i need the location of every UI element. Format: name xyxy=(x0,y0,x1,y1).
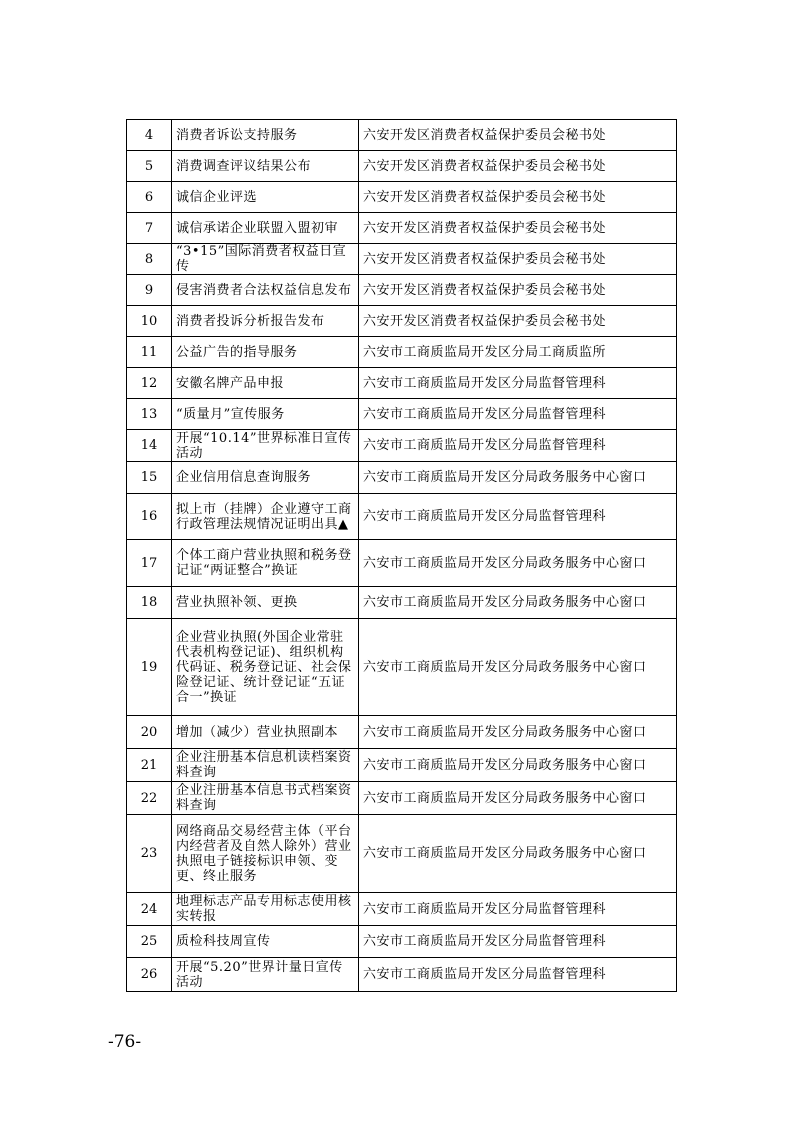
table-row xyxy=(127,337,677,368)
service-name: 消费者诉讼支持服务 xyxy=(172,120,359,151)
table-row xyxy=(127,782,677,815)
table-body xyxy=(127,120,677,992)
row-number: 8 xyxy=(127,244,172,275)
department-name: 六安市工商质监局开发区分局监督管理科 xyxy=(359,958,677,992)
table-row xyxy=(127,749,677,782)
service-name: 网络商品交易经营主体（平台内经营者及自然人除外）营业执照电子链接标识申领、变更、终止服务 xyxy=(172,815,359,893)
department-name: 六安开发区消费者权益保护委员会秘书处 xyxy=(359,151,677,182)
service-name: 安徽名牌产品申报 xyxy=(172,368,359,399)
department-name: 六安市工商质监局开发区分局监督管理科 xyxy=(359,893,677,926)
row-number: 10 xyxy=(127,306,172,337)
row-number: 18 xyxy=(127,587,172,619)
table-row xyxy=(127,893,677,926)
service-name: 开展“5.20”世界计量日宣传活动 xyxy=(172,958,359,992)
department-name: 六安市工商质监局开发区分局政务服务中心窗口 xyxy=(359,749,677,782)
department-name: 六安市工商质监局开发区分局监督管理科 xyxy=(359,430,677,462)
service-name: “质量月”宣传服务 xyxy=(172,399,359,430)
department-name: 六安开发区消费者权益保护委员会秘书处 xyxy=(359,213,677,244)
row-number: 16 xyxy=(127,494,172,540)
table-row xyxy=(127,306,677,337)
department-name: 六安开发区消费者权益保护委员会秘书处 xyxy=(359,306,677,337)
department-name: 六安市工商质监局开发区分局政务服务中心窗口 xyxy=(359,462,677,494)
table-row xyxy=(127,716,677,749)
row-number: 21 xyxy=(127,749,172,782)
row-number: 13 xyxy=(127,399,172,430)
service-name: 公益广告的指导服务 xyxy=(172,337,359,368)
department-name: 六安市工商质监局开发区分局监督管理科 xyxy=(359,399,677,430)
table-row xyxy=(127,430,677,462)
department-name: 六安市工商质监局开发区分局政务服务中心窗口 xyxy=(359,587,677,619)
department-name: 六安开发区消费者权益保护委员会秘书处 xyxy=(359,275,677,306)
department-name: 六安市工商质监局开发区分局政务服务中心窗口 xyxy=(359,540,677,587)
row-number: 19 xyxy=(127,619,172,716)
table-row xyxy=(127,540,677,587)
service-name: 开展“10.14”世界标准日宣传活动 xyxy=(172,430,359,462)
table-row xyxy=(127,368,677,399)
department-name: 六安市工商质监局开发区分局政务服务中心窗口 xyxy=(359,716,677,749)
row-number: 14 xyxy=(127,430,172,462)
row-number: 11 xyxy=(127,337,172,368)
service-name: 消费调查评议结果公布 xyxy=(172,151,359,182)
row-number: 7 xyxy=(127,213,172,244)
service-name: 诚信承诺企业联盟入盟初审 xyxy=(172,213,359,244)
department-name: 六安市工商质监局开发区分局监督管理科 xyxy=(359,926,677,958)
service-name: 企业注册基本信息书式档案资料查询 xyxy=(172,782,359,815)
service-name: 企业营业执照(外国企业常驻代表机构登记证)、组织机构代码证、税务登记证、社会保险登记证、统计登记证“五证合一”换证 xyxy=(172,619,359,716)
service-name: 地理标志产品专用标志使用核实转报 xyxy=(172,893,359,926)
table-row xyxy=(127,213,677,244)
service-name: “3•15”国际消费者权益日宣传 xyxy=(172,244,359,275)
service-name: 诚信企业评选 xyxy=(172,182,359,213)
service-name: 侵害消费者合法权益信息发布 xyxy=(172,275,359,306)
department-name: 六安市工商质监局开发区分局工商质监所 xyxy=(359,337,677,368)
department-name: 六安市工商质监局开发区分局政务服务中心窗口 xyxy=(359,619,677,716)
table-row xyxy=(127,399,677,430)
service-name: 个体工商户营业执照和税务登记证“两证整合”换证 xyxy=(172,540,359,587)
service-name: 增加（减少）营业执照副本 xyxy=(172,716,359,749)
page-number: -76- xyxy=(108,1032,142,1052)
row-number: 6 xyxy=(127,182,172,213)
table-row xyxy=(127,494,677,540)
department-name: 六安市工商质监局开发区分局政务服务中心窗口 xyxy=(359,782,677,815)
table-row xyxy=(127,619,677,716)
table-row xyxy=(127,462,677,494)
department-name: 六安开发区消费者权益保护委员会秘书处 xyxy=(359,120,677,151)
table-row xyxy=(127,151,677,182)
department-name: 六安开发区消费者权益保护委员会秘书处 xyxy=(359,182,677,213)
service-table xyxy=(126,119,677,992)
service-name: 质检科技周宣传 xyxy=(172,926,359,958)
row-number: 5 xyxy=(127,151,172,182)
row-number: 22 xyxy=(127,782,172,815)
table-row xyxy=(127,958,677,992)
row-number: 4 xyxy=(127,120,172,151)
service-name: 企业信用信息查询服务 xyxy=(172,462,359,494)
service-name: 营业执照补领、更换 xyxy=(172,587,359,619)
table-row xyxy=(127,275,677,306)
department-name: 六安市工商质监局开发区分局监督管理科 xyxy=(359,494,677,540)
service-name: 企业注册基本信息机读档案资料查询 xyxy=(172,749,359,782)
row-number: 17 xyxy=(127,540,172,587)
row-number: 23 xyxy=(127,815,172,893)
department-name: 六安市工商质监局开发区分局政务服务中心窗口 xyxy=(359,815,677,893)
row-number: 15 xyxy=(127,462,172,494)
table-row xyxy=(127,244,677,275)
row-number: 25 xyxy=(127,926,172,958)
service-name: 拟上市（挂牌）企业遵守工商行政管理法规情况证明出具▲ xyxy=(172,494,359,540)
row-number: 20 xyxy=(127,716,172,749)
row-number: 24 xyxy=(127,893,172,926)
table-row xyxy=(127,182,677,213)
table-row xyxy=(127,587,677,619)
table-row xyxy=(127,120,677,151)
department-name: 六安开发区消费者权益保护委员会秘书处 xyxy=(359,244,677,275)
table-row xyxy=(127,926,677,958)
row-number: 9 xyxy=(127,275,172,306)
table-row xyxy=(127,815,677,893)
department-name: 六安市工商质监局开发区分局监督管理科 xyxy=(359,368,677,399)
row-number: 12 xyxy=(127,368,172,399)
row-number: 26 xyxy=(127,958,172,992)
service-name: 消费者投诉分析报告发布 xyxy=(172,306,359,337)
